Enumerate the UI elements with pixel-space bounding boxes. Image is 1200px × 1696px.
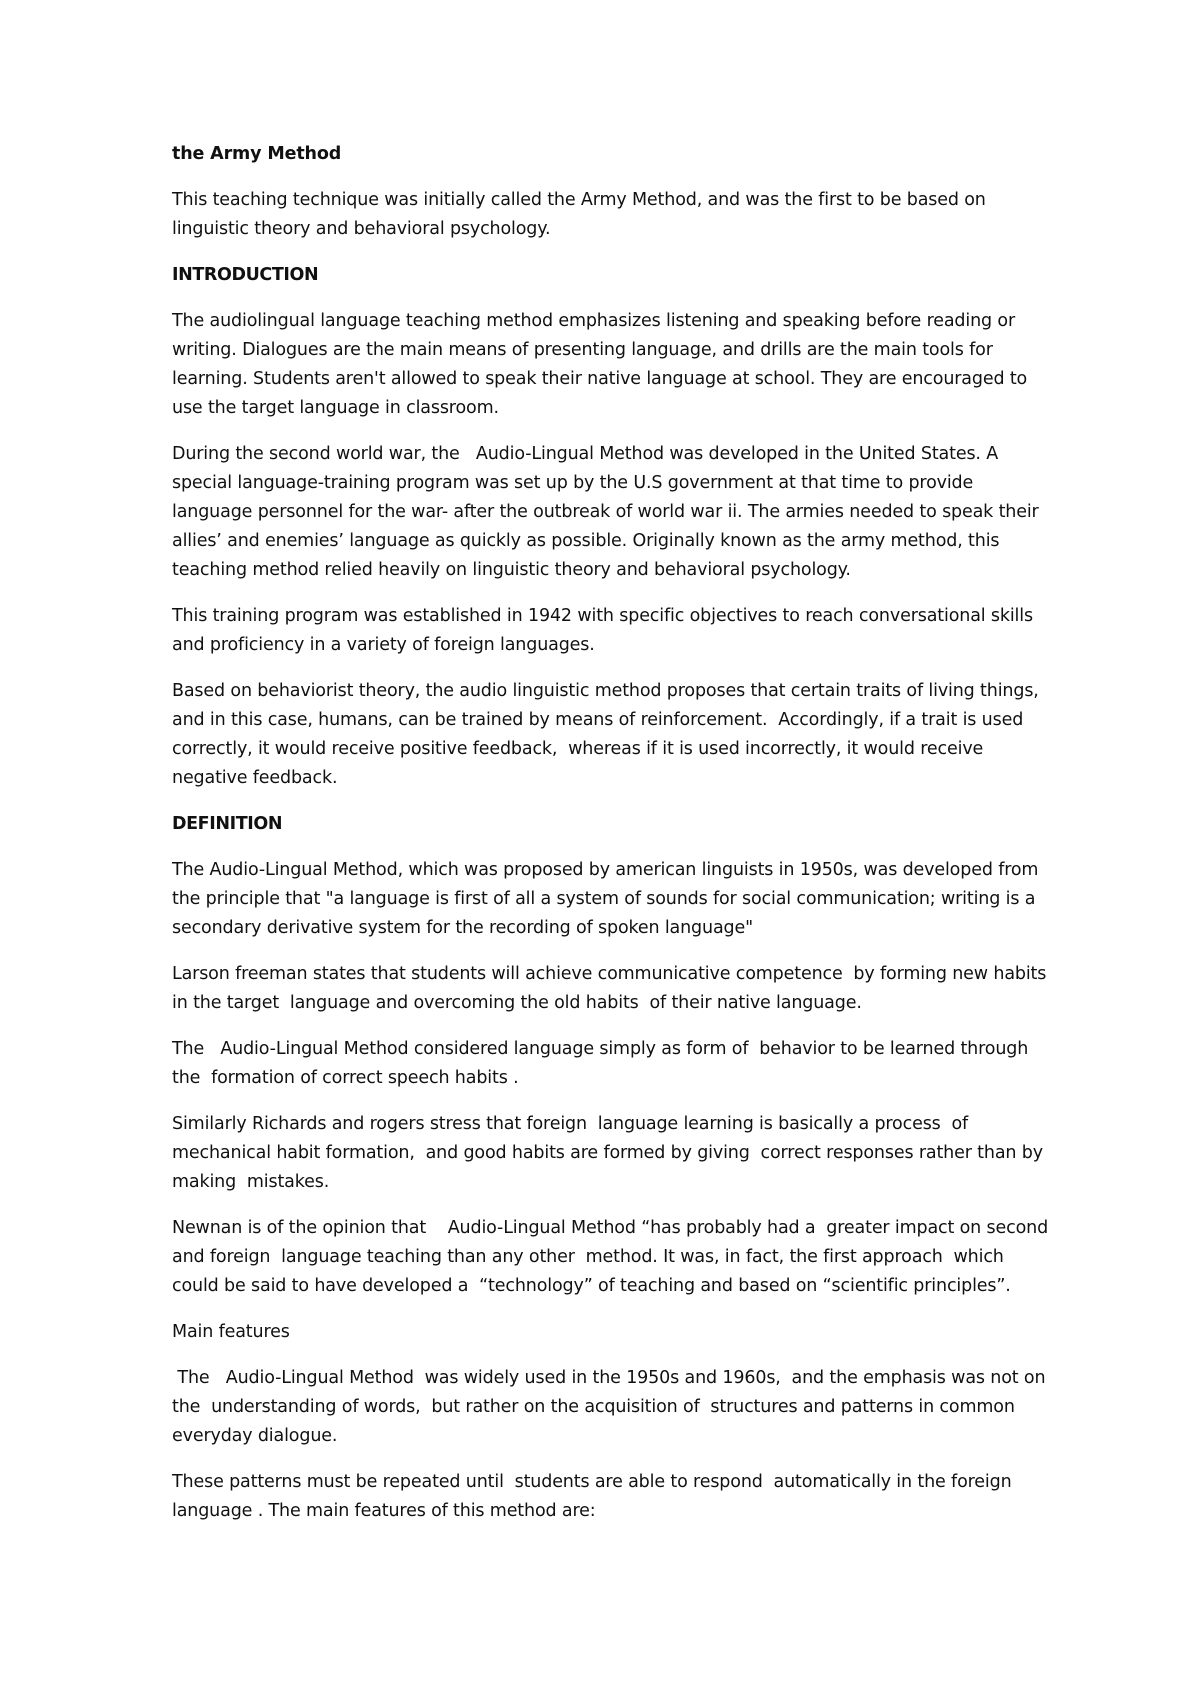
definition-heading: DEFINITION: [172, 814, 283, 834]
main-features-paragraph-1: The Audio-Lingual Method was widely used in the 1950s and 1960s, and the emphasis was not on the understanding of words, but rather on the acquisition of structures and patterns in common everyday dialogue.: [172, 1368, 1051, 1446]
main-features-paragraph-2: These patterns must be repeated until students are able to respond automatically in the foreign language . The main features of this method are:: [172, 1472, 1017, 1521]
introduction-paragraph-4: Based on behaviorist theory, the audio linguistic method proposes that certain traits of living things, and in this case, humans, can be trained by means of reinforcement. Accordingly, if a trait is used correctly, it would receive positive feedback, whereas if it is used incorrectly, it would receive negative feedback.: [172, 681, 1045, 788]
definition-paragraph-4: Similarly Richards and rogers stress that foreign language learning is basically a process of mechanical habit formation, and good habits are formed by giving correct responses rather than by making mistakes.: [172, 1114, 1049, 1192]
document-page: [172, 140, 1052, 1543]
introduction-paragraph-1: The audiolingual language teaching method emphasizes listening and speaking before reading or writing. Dialogues are the main means of presenting language, and drills are the main tools for learning. Students aren't allowed to speak their native language at school. They are encouraged to use the target language in classroom.: [172, 311, 1033, 418]
introduction-paragraph-2: During the second world war, the Audio-Lingual Method was developed in the United States. A special language-training program was set up by the U.S government at that time to provide language personnel for the war- after the outbreak of world war ii. The armies needed to speak their allies’ and enemies’ language as quickly as possible. Originally known as the army method, this teaching method relied heavily on linguistic theory and behavioral psychology.: [172, 444, 1045, 580]
intro-paragraph: This teaching technique was initially called the Army Method, and was the first to be based on linguistic theory and behavioral psychology.: [172, 190, 992, 239]
main-features-heading: Main features: [172, 1322, 290, 1342]
document-title: the Army Method: [172, 144, 342, 164]
definition-paragraph-1: The Audio-Lingual Method, which was proposed by american linguists in 1950s, was developed from the principle that "a language is first of all a system of sounds for social communication; writing is a secondary derivative system for the recording of spoken language": [172, 860, 1044, 938]
definition-paragraph-5: Newnan is of the opinion that Audio-Lingual Method “has probably had a greater impact on second and foreign language teaching than any other method. It was, in fact, the first approach which could be said to have developed a “technology” of teaching and based on “scientific principles”.: [172, 1218, 1054, 1296]
introduction-paragraph-3: This training program was established in 1942 with specific objectives to reach conversational skills and proficiency in a variety of foreign languages.: [172, 606, 1039, 655]
definition-paragraph-2: Larson freeman states that students will achieve communicative competence by forming new habits in the target language and overcoming the old habits of their native language.: [172, 964, 1052, 1013]
introduction-heading: INTRODUCTION: [172, 265, 319, 285]
definition-paragraph-3: The Audio-Lingual Method considered language simply as form of behavior to be learned through the formation of correct speech habits .: [172, 1039, 1034, 1088]
